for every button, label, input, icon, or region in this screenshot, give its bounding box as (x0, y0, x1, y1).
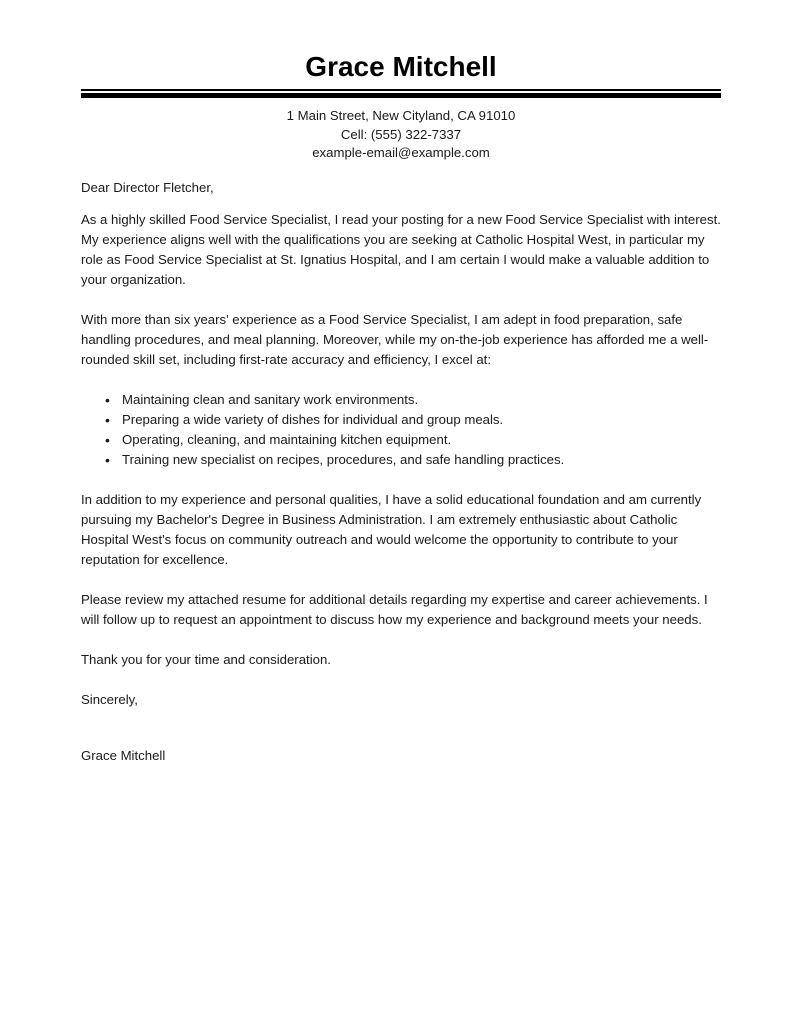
paragraph-experience: With more than six years' experience as a Food Service Specialist, I am adept in food preparation, safe handling procedures, and meal planning. Moreover, while my on-the-job experience has afforded me a well-rounded skill set, including first-rate accuracy and efficiency, I excel at: (81, 311, 709, 367)
page-content (81, 50, 721, 766)
list-item: • Preparing a wide variety of dishes for individual and group meals. (122, 410, 721, 430)
list-item: • Training new specialist on recipes, procedures, and safe handling practices. (122, 450, 721, 470)
letter-header (81, 50, 721, 163)
thank-you-line: Thank you for your time and consideration. (81, 651, 331, 667)
contact-phone: Cell: (555) 322-7337 (340, 126, 462, 142)
paragraph-follow-up: Please review my attached resume for additional details regarding my expertise and career achievements. I will follow up to request an appointment to discuss how my experience and background meets your needs. (81, 591, 708, 627)
list-item: • Operating, cleaning, and maintaining kitchen equipment. (122, 430, 721, 450)
closing: Sincerely, (81, 691, 138, 707)
divider-thick-line (81, 93, 721, 98)
salutation: Dear Director Fletcher, (81, 179, 214, 195)
page-title: Grace Mitchell (305, 51, 497, 82)
header-divider (81, 89, 721, 98)
contact-info (81, 107, 721, 163)
letter-body (81, 178, 721, 766)
signature: Grace Mitchell (81, 747, 166, 763)
contact-email: example-email@example.com (312, 145, 490, 160)
paragraph-intro: As a highly skilled Food Service Specialist, I read your posting for a new Food Service Specialist with interest. My experience aligns well with the qualifications you are seeking at Catholic Hospital West, in particular my role as Food Service Specialist at St. Ignatius Hospital, and I am certain I would make a valuable addition to your organization. (81, 211, 721, 287)
paragraph-education: In addition to my experience and personal qualities, I have a solid educational foundation and am currently pursuing my Bachelor's Degree in Business Administration. I am extremely enthusiastic about Catholic Hospital West's focus on community outreach and would welcome the opportunity to contribute to your reputation for excellence. (81, 491, 702, 567)
contact-address: 1 Main Street, New Cityland, CA 91010 (286, 108, 516, 123)
list-item: • Maintaining clean and sanitary work environments. (122, 390, 721, 410)
skills-list (81, 390, 721, 470)
